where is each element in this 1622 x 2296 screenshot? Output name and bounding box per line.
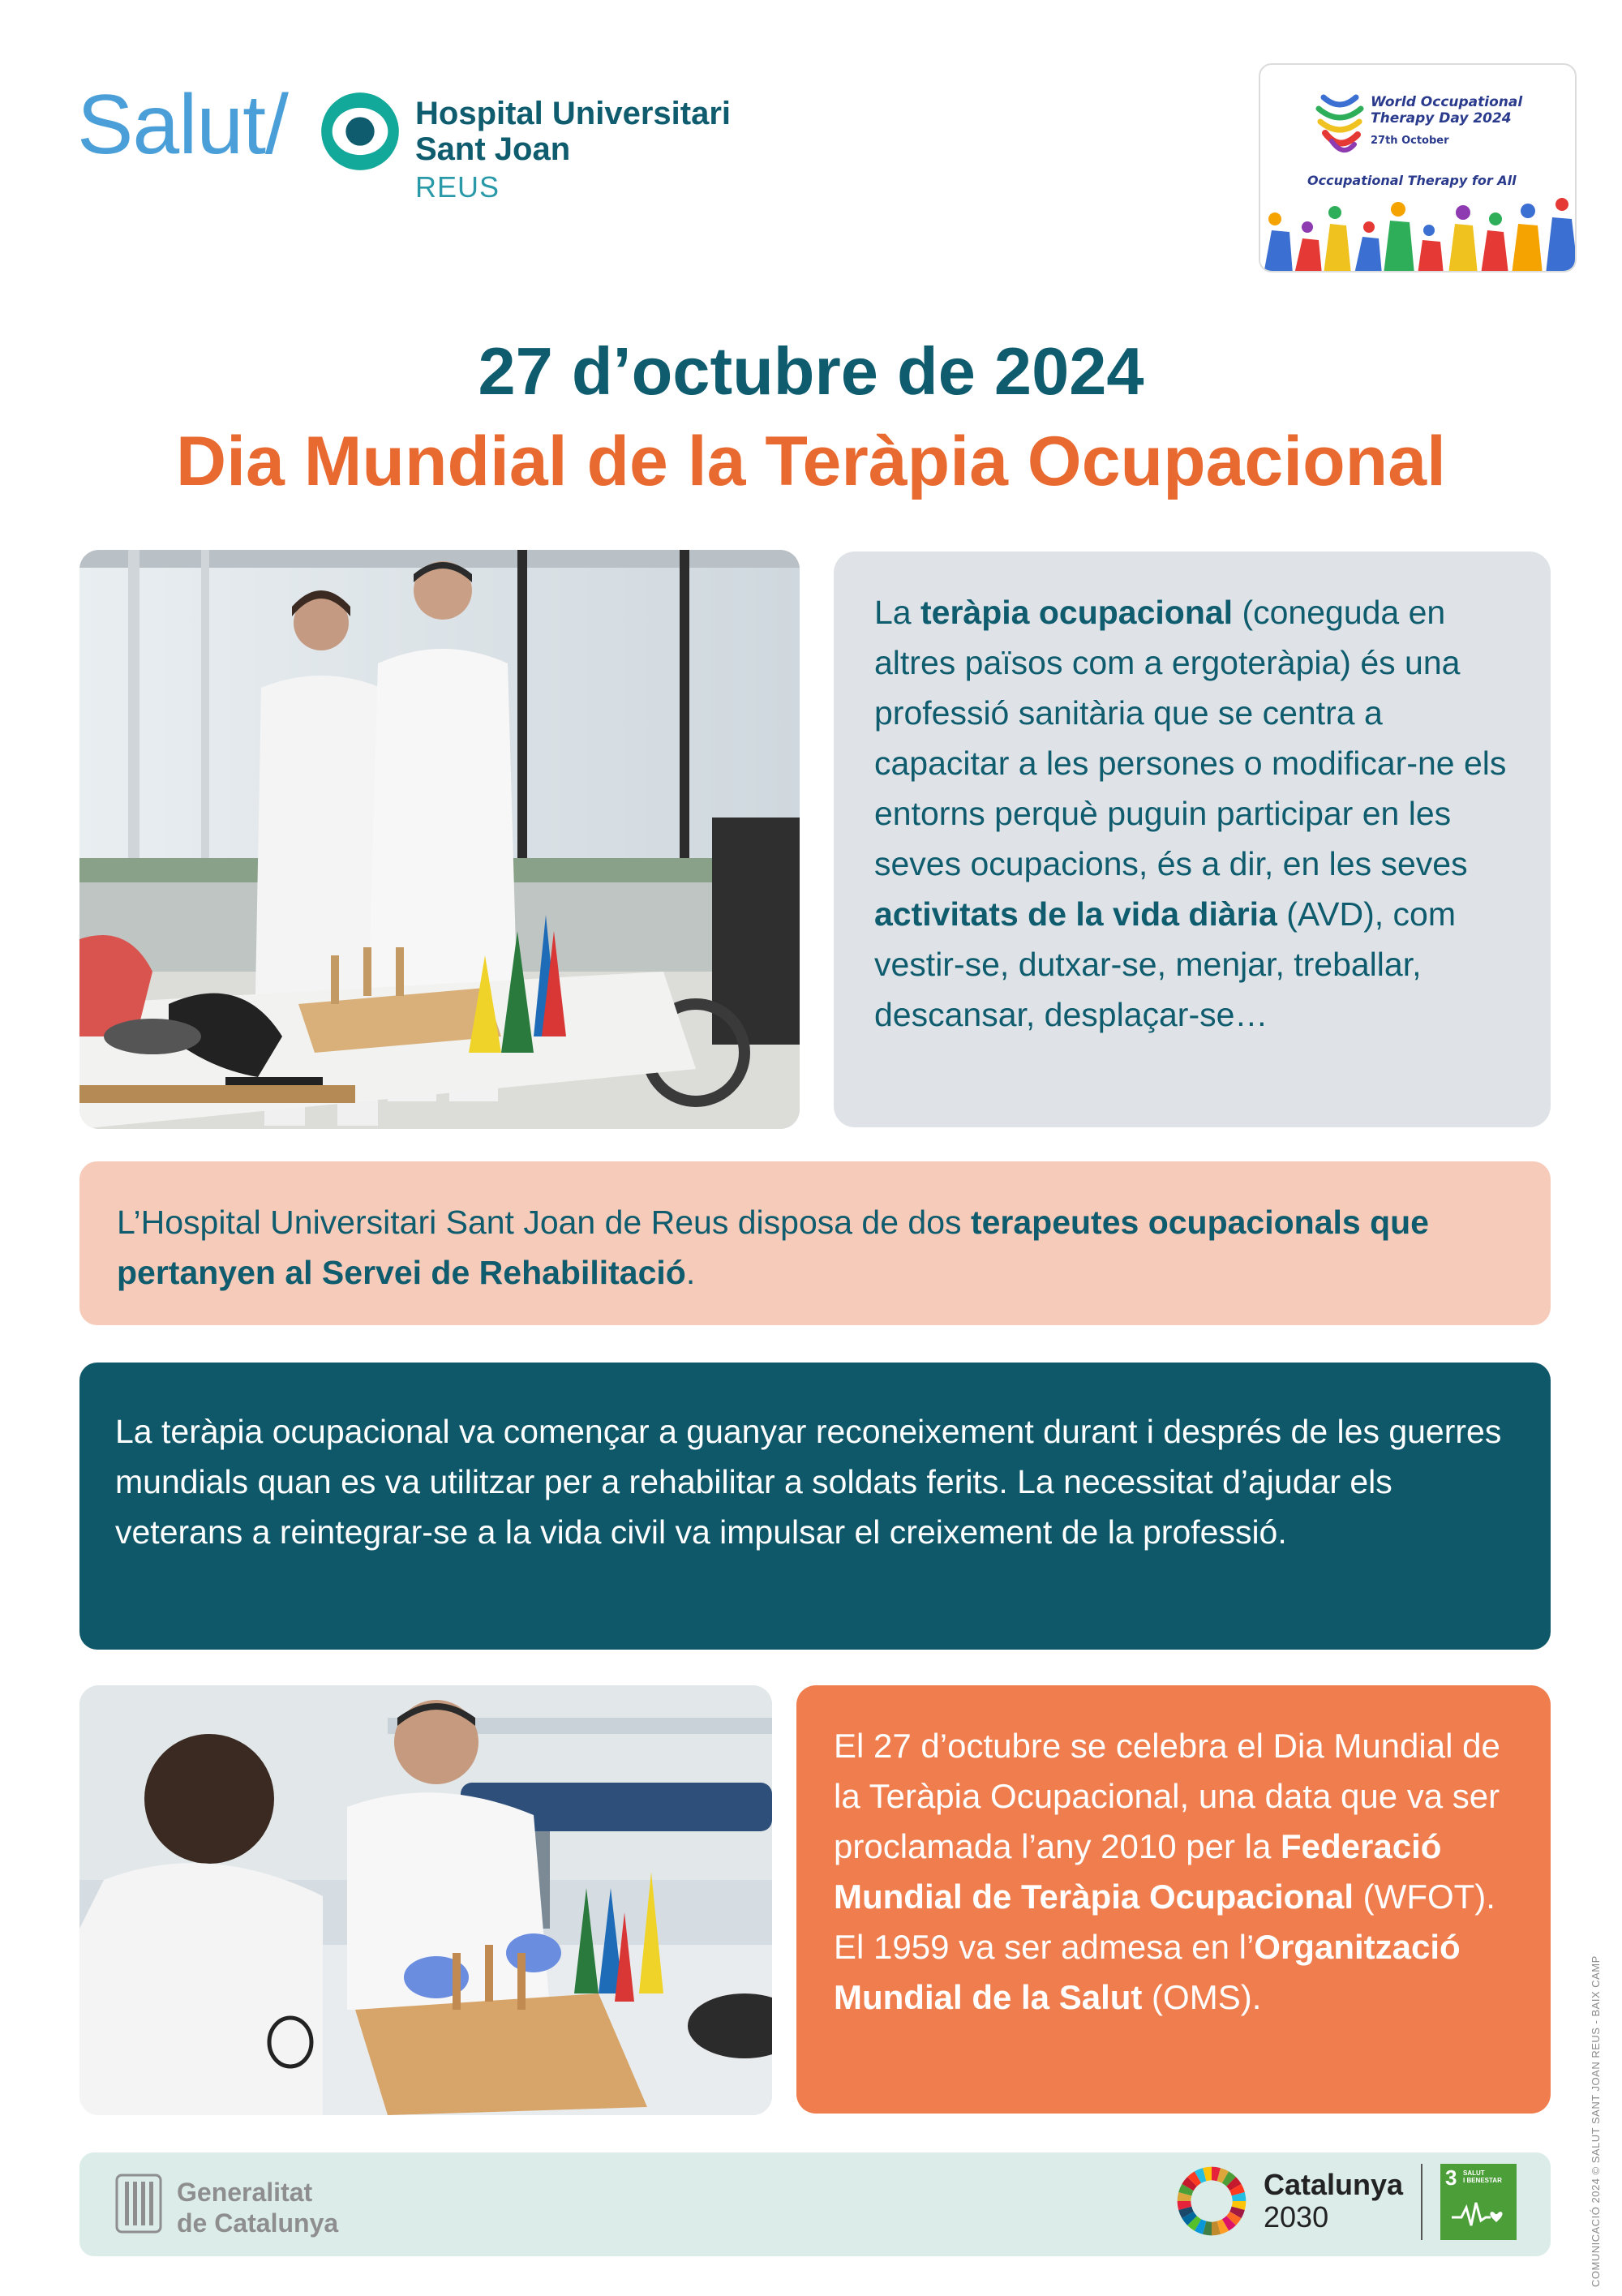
hospital-info-text-1: L’Hospital Universitari Sant Joan de Reus disposa de dos bbox=[117, 1204, 971, 1241]
definition-text-2: (coneguda en altres països com a ergoteràpia) és una professió sanitària que se centra a capacitar a les persones o modificar-ne els entorns perquè puguin participar en les seves ocupacions, és a dir, en les seves bbox=[874, 594, 1507, 882]
history-box bbox=[79, 1363, 1551, 1650]
wotd-emblem-icon bbox=[1307, 88, 1372, 161]
wotd-title-line1: World Occupational bbox=[1371, 94, 1523, 110]
hospital-info-bold: terapeutes ocupacionals que pertanyen al Servei de Rehabilitació bbox=[117, 1204, 1429, 1291]
history-text: La teràpia ocupacional va començar a guanyar reconeixement durant i després de les guerres mundials quan es va utilitzar per a rehabilitar a soldats ferits. La necessitat d’ajudar els veterans a reintegrar-se a la vida civil va impulsar el creixement de la professió. bbox=[115, 1413, 1502, 1551]
generalitat-emblem-icon bbox=[115, 2174, 162, 2234]
catalunya-year: 2030 bbox=[1264, 2200, 1329, 2234]
footer-divider bbox=[1421, 2164, 1422, 2240]
sdg-wheel-icon bbox=[1174, 2164, 1249, 2238]
heartbeat-icon bbox=[1450, 2196, 1507, 2232]
generalitat-line1: Generalitat bbox=[177, 2178, 313, 2207]
definition-bold-2: activitats de la vida diària bbox=[874, 895, 1277, 933]
main-title: Dia Mundial de la Teràpia Ocupacional bbox=[176, 423, 1446, 500]
catalunya-label: Catalunya bbox=[1264, 2168, 1404, 2201]
sdg3-text bbox=[1463, 2169, 1502, 2184]
wotd-date: 27th October bbox=[1371, 135, 1449, 147]
hospital-city: REUS bbox=[415, 170, 500, 204]
celebration-text-2: (WFOT). El 1959 va ser admesa en l’ bbox=[834, 1878, 1495, 1966]
definition-text-1: La bbox=[874, 594, 920, 631]
hospital-info-box bbox=[79, 1161, 1551, 1325]
wotd-title bbox=[1371, 94, 1522, 127]
sdg3-badge bbox=[1440, 2164, 1517, 2240]
side-credit: COMUNICACIÓ 2024 © SALUT SANT JOAN REUS - BAIX CAMP bbox=[1590, 1955, 1602, 2287]
generalitat-line2: de Catalunya bbox=[177, 2208, 339, 2238]
date-title: 27 d’octubre de 2024 bbox=[478, 333, 1144, 409]
celebration-bold-1: Federació Mundial de Teràpia Ocupacional bbox=[834, 1827, 1442, 1916]
wotd-people-illustration bbox=[1260, 195, 1577, 273]
hospital-name-line1: Hospital Universitari bbox=[415, 96, 732, 131]
sdg3-number: 3 bbox=[1445, 2165, 1457, 2190]
celebration-text-1: El 27 d’octubre se celebra el Dia Mundial de la Teràpia Ocupacional, una data que va ser proclamada l’any 2010 per la bbox=[834, 1727, 1500, 1865]
definition-box bbox=[834, 551, 1551, 1127]
hospital-name bbox=[415, 96, 731, 167]
hospital-logo-icon bbox=[318, 89, 402, 174]
hospital-info-text-2: . bbox=[685, 1254, 696, 1291]
definition-bold-1: teràpia ocupacional bbox=[920, 594, 1234, 631]
wotd-title-line2: Therapy Day 2024 bbox=[1371, 110, 1512, 127]
wotd-slogan: Occupational Therapy for All bbox=[1307, 173, 1517, 188]
definition-text-3: (AVD), com vestir-se, dutxar-se, menjar, treballar, descansar, desplaçar-se… bbox=[874, 895, 1456, 1033]
catalunya-2030-text bbox=[1264, 2169, 1403, 2234]
photo-therapists-standing bbox=[79, 550, 800, 1129]
salut-logo-text: Salut/ bbox=[77, 78, 288, 172]
photo-therapists-pegboard bbox=[79, 1685, 772, 2115]
hospital-name-line2: Sant Joan bbox=[415, 131, 571, 167]
celebration-text-3: (OMS). bbox=[1142, 1978, 1262, 2016]
sdg3-text-line2: I BENESTAR bbox=[1463, 2177, 1502, 2184]
wotd-badge bbox=[1259, 63, 1577, 273]
celebration-box bbox=[796, 1685, 1551, 2114]
sdg3-text-line1: SALUT bbox=[1463, 2169, 1485, 2177]
generalitat-text bbox=[177, 2177, 338, 2238]
celebration-bold-2: Organització Mundial de la Salut bbox=[834, 1928, 1461, 2016]
